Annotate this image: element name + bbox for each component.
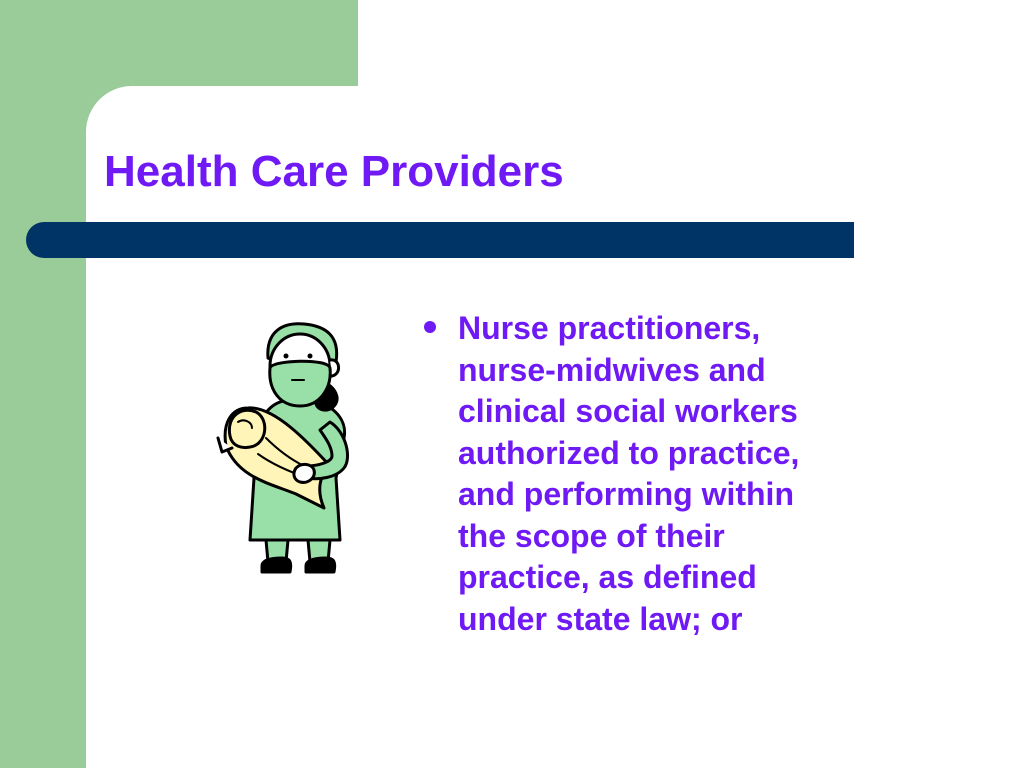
left-shoe	[262, 558, 291, 572]
right-shoe	[306, 558, 335, 572]
bullet-item	[424, 308, 904, 640]
baby-head	[229, 410, 264, 447]
slide-title: Health Care Providers	[104, 147, 564, 196]
bullet-text: Nurse practitioners, nurse-midwives and clinical social workers authorized to practice, and performing within the scope of their practice, as defined under state law; or	[458, 310, 800, 637]
bullet-list	[424, 308, 904, 640]
hand	[294, 464, 314, 482]
title-underline-bar	[26, 222, 854, 258]
nurse-holding-baby-icon	[212, 318, 372, 580]
bullet-dot	[424, 321, 436, 333]
